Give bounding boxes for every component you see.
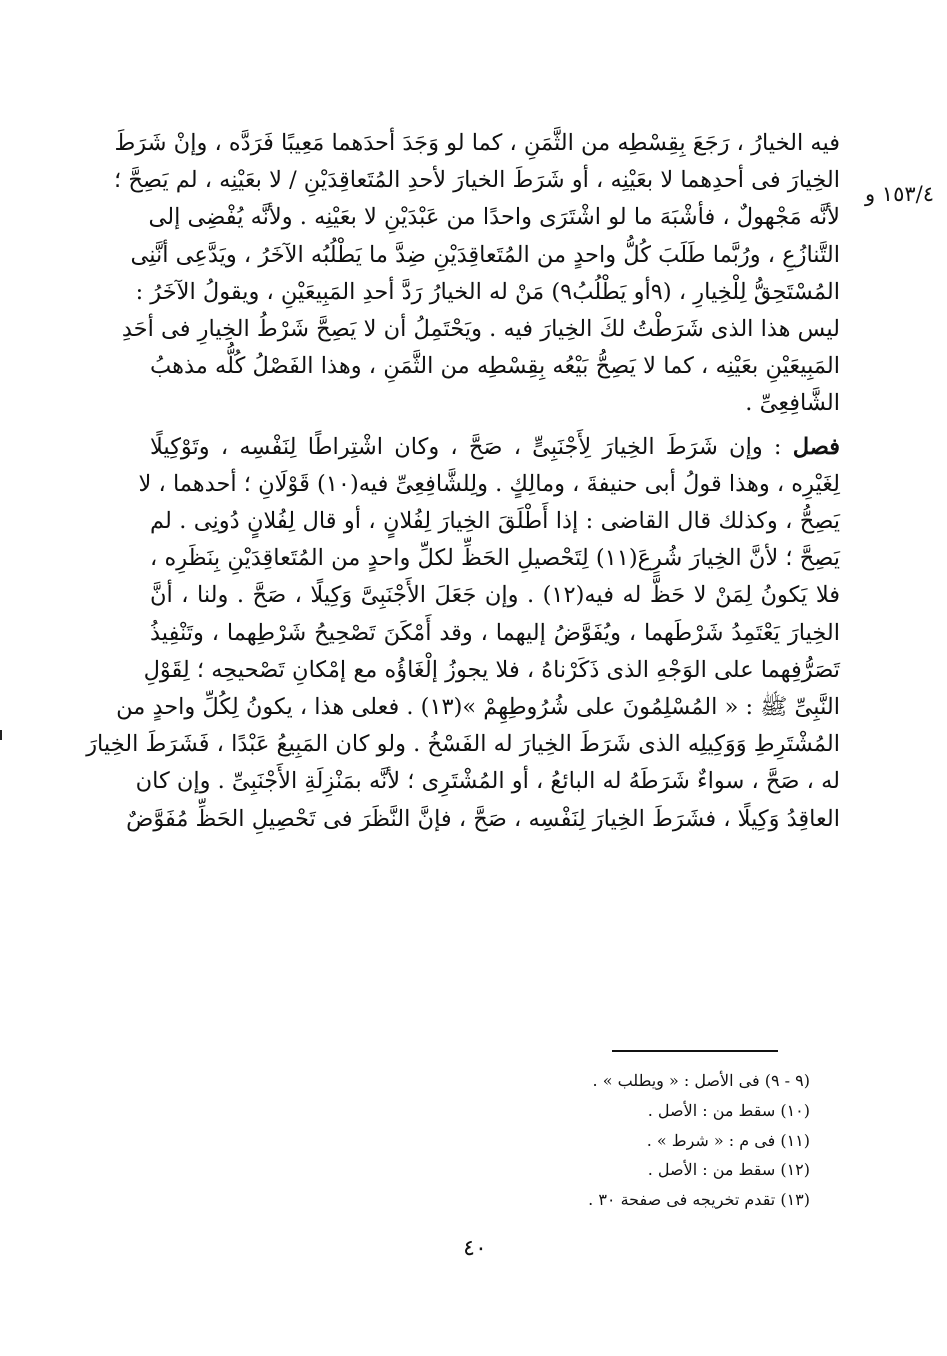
text-line: تَصَرُّفِهما على الوَجْهِ الذى ذَكَرْناهُ ، فلا يجوزُ إلْغَاؤُه مع إمْكانِ تَصْحيحِه ؛ لِقَوْلِ [143, 656, 840, 683]
text-line: فلا يَكونُ لِمَنْ لا حَظَّ له فيه(١٢) . وإن جَعَلَ الأَجْنَبِىَّ وَكِيلًا ، صَحَّ . ولنا ، أنَّ [150, 582, 840, 609]
text-line: يَصِحُّ ، وكذلك قال القاضى : إذا أَطْلَقَ الخِيارَ لِفُلانٍ ، أو قال لِفُلانٍ دُونِى . لم [150, 508, 840, 535]
text-line: فيه الخيارُ ، رَجَعَ بِقِسْطِه من الثَّمَنِ ، كما لو وَجَدَ أحدَهما مَعِيبًا فَرَدَّه ، وإنْ شَرَطَ [114, 130, 840, 156]
text-line: الخِيارَ فى أحدِهما لا بعَيْنِه ، أو شَرَطَ الخيارَ لأحدِ المُتَعاقِدَيْنِ / لا بعَيْنِه ، لم يَصِحَّ ؛ [114, 167, 840, 194]
text-line: ليس هذا الذى شَرَطْتُ لكَ الخِيارَ فيه . ويَحْتَمِلُ أن لا يَصِحَّ شَرْطُ الخِيارِ فى أحَدِ [121, 316, 840, 343]
text-line: المُشْتَرِطِ وَوَكِيلِه الذى شَرَطَ الخِيارَ له الفَسْخُ . ولو كان المَبِيعُ عَبْدًا ، فَشَرَطَ الخِيارَ [86, 731, 840, 758]
text-line: لأنَّه مَجْهولٌ ، فأشْبَهَ ما لو اشْتَرَى واحدًا من عَبْدَيْنِ لا بعَيْنِه . ولأنَّه يُفْضِى إلى [148, 204, 840, 231]
footnotes [520, 1066, 810, 1215]
text-line: العاقِدُ وَكِيلًا ، فشَرَطَ الخِيارَ لِنَفْسِه ، صَحَّ ، فإنَّ النَّظَرَ فى تَحْصِيلِ الحَظِّ مُفَوَّضٌ [126, 805, 840, 832]
footnote-separator [612, 1050, 778, 1052]
scan-edge-mark [0, 730, 2, 740]
text-line: النَّبِىِّ ﷺ : « المُسْلِمُونَ على شُرُوطِهِمْ »(١٣) . فعلى هذا ، يكونُ لِكُلِّ واحدٍ من [116, 694, 840, 721]
text-line: له ، صَحَّ ، سواءٌ شَرَطَهُ له البائعُ ، أو المُشْتَرِى ؛ لأنَّه بمَنْزِلَةِ الأَجْنَبِىِّ . وإن كان [135, 768, 840, 795]
paragraph-1 [114, 125, 840, 423]
footnote: (١١) فى م : « شرط » . [646, 1130, 810, 1150]
footnote: (٩ - ٩) فى الأصل : « ويطلب » . [592, 1071, 810, 1090]
page-number: ٤٠ [463, 1236, 487, 1261]
text-line: الشَّافِعِىِّ . [745, 390, 840, 417]
footnote: (١٣) تقدم تخريجه فى صفحة ٣٠ . [588, 1190, 810, 1210]
footnote: (١٢) سقط من : الأصل . [647, 1160, 810, 1180]
text-line: المَبِيعَيْنِ بعَيْنِه ، كما لا يَصِحُّ بَيْعُه بِقِسْطِه من الثَّمَنِ ، وهذا الفَصْلُ كُلُّه مذهبُ [150, 353, 840, 380]
text-line-with-section-heading: فصل : وإن شَرَطَ الخِيارَ لِأَجْنَبِىٍّ ، صَحَّ ، وكان اشْتِراطًا لِنَفْسِه ، وتَوْكِيلًا [150, 433, 840, 460]
section-heading: فصل [792, 433, 840, 460]
margin-folio-note: ١٥٣/٤ و [864, 182, 934, 206]
text-line: التَّنازُعِ ، ورُبَّما طَلَبَ كُلُّ واحدٍ من المُتَعاقِدَيْنِ ضِدَّ ما يَطْلُبُه الآخَرُ ، ويَدَّعِى أنَّنِى [130, 241, 840, 268]
text-line: لِغَيْرِه ، وهذا قولُ أبى حنيفةَ ، ومالِكٍ . ولِلشَّافِعِىِّ فيه(١٠) قَوْلَانِ ؛ أحدهما ، لا [138, 470, 840, 497]
main-text [86, 125, 840, 838]
paragraph-2 [86, 429, 840, 838]
text-line: يَصِحَّ ؛ لأنَّ الخِيارَ شُرِعَ(١١) لِتَحْصيلِ الحَظِّ لكلِّ واحدٍ من المُتَعاقِدَيْنِ بِنَظَرِه ، [150, 545, 840, 572]
text-line: المُسْتَحِقُّ لِلْخِيارِ ، (٩أو يَطْلُبُ٩) مَنْ له الخيارُ رَدَّ أحدِ المَبِيعَيْنِ ، ويقولُ الآخَرُ : [135, 278, 840, 305]
footnote: (١٠) سقط من : الأصل . [647, 1100, 810, 1120]
text-line: الخِيارَ يَعْتَمِدُ شَرْطَهما ، ويُفَوَّضُ إليهما ، وقد أَمْكَنَ تَصْحِيحُ شَرْطِهما ، وتَنْفِيذُ [150, 619, 840, 646]
